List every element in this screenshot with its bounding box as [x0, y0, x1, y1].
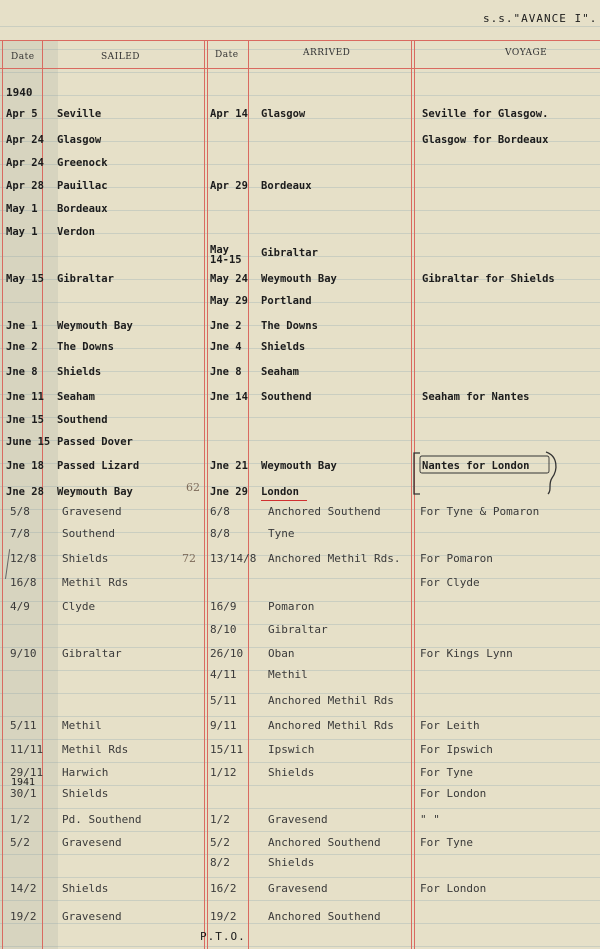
header-bottom-rule: [0, 68, 600, 69]
voyage-text: Seaham for Nantes: [422, 391, 530, 403]
arrived-date: 8/2: [210, 856, 230, 869]
london-underline: [261, 500, 307, 501]
column-rule-date2: [248, 40, 249, 949]
voyage-text: Glasgow for Bordeaux: [422, 134, 549, 146]
arrived-date: Jne 29: [210, 486, 248, 498]
arrived-place: Anchored Southend: [268, 836, 381, 849]
sailed-date: Jne 11: [6, 391, 44, 403]
sailed-date: May 1: [6, 226, 38, 238]
please-turn-over: P.T.O.: [200, 930, 246, 943]
arrived-date: 9/11: [210, 719, 237, 732]
arrived-place: Southend: [261, 391, 312, 403]
sailed-place: Greenock: [57, 157, 108, 169]
sailed-date: Apr 24: [6, 157, 44, 169]
arrived-date: Jne 2: [210, 320, 242, 332]
sailed-date: May 1: [6, 203, 38, 215]
sailed-date: June 15: [6, 436, 51, 448]
sailed-date: Jne 2: [6, 341, 38, 353]
sailed-date: 5/8: [10, 505, 30, 518]
arrived-place: Oban: [268, 647, 295, 660]
arrived-date: Apr 29: [210, 180, 248, 192]
arrived-place: Weymouth Bay: [261, 460, 337, 472]
sailed-place: Shields: [62, 552, 109, 565]
arrived-date: 16/9: [210, 600, 237, 613]
voyage-text: For Tyne: [420, 836, 473, 849]
voyage-text: For Tyne: [420, 766, 473, 779]
voyage-text: Nantes for London: [422, 460, 530, 472]
header-voyage: VOYAGE: [505, 48, 548, 58]
arrived-place: Methil: [268, 668, 308, 681]
sailed-date: 16/8: [10, 576, 37, 589]
voyage-text: For London: [420, 882, 487, 895]
sailed-place: Southend: [62, 527, 115, 540]
arrived-date: May 29: [210, 295, 248, 307]
sailed-place: Methil Rds: [62, 576, 129, 589]
sailed-date: 14/2: [10, 882, 37, 895]
arrived-date: 26/10: [210, 647, 244, 660]
arrived-place: Anchored Southend: [268, 910, 381, 923]
sailed-date: 7/8: [10, 527, 30, 540]
sailed-place: Pauillac: [57, 180, 108, 192]
arrived-place: Gibraltar: [261, 247, 318, 259]
sailed-place: Harwich: [62, 766, 109, 779]
arrived-date: 15/11: [210, 743, 244, 756]
sailed-place: Southend: [57, 414, 108, 426]
sailed-date: Jne 15: [6, 414, 44, 426]
voyage-text: For Clyde: [420, 576, 480, 589]
voyage-text: For London: [420, 787, 487, 800]
header-date-sailed: Date: [11, 52, 35, 62]
header-date-arrived: Date: [215, 50, 239, 60]
sailed-date: 9/10: [10, 647, 37, 660]
header-sailed: SAILED: [101, 52, 140, 62]
arrived-date: 8/8: [210, 527, 230, 540]
arrived-place: Glasgow: [261, 108, 306, 120]
arrived-place: Anchored Southend: [268, 505, 381, 518]
sailed-date: May 15: [6, 273, 44, 285]
sailed-place: The Downs: [57, 341, 114, 353]
sailed-place: Methil: [62, 719, 102, 732]
sailed-date: 11/11: [10, 743, 44, 756]
sailed-place: Weymouth Bay: [57, 320, 133, 332]
pencil-annotation-1: 62: [186, 481, 200, 494]
sailed-date: 1/2: [10, 813, 30, 826]
sailed-place: Gravesend: [62, 505, 122, 518]
arrived-date: May 14-15: [210, 244, 242, 266]
sailed-place: Gravesend: [62, 910, 122, 923]
sailed-place: Glasgow: [57, 134, 102, 146]
arrived-place: Anchored Methil Rds.: [268, 552, 401, 565]
handwritten-bracket: [406, 450, 566, 500]
arrived-date: 1/2: [210, 813, 230, 826]
sailed-place: Weymouth Bay: [57, 486, 133, 498]
sailed-date: 5/11: [10, 719, 37, 732]
voyage-text: For Tyne & Pomaron: [420, 505, 540, 518]
arrived-date: Jne 14: [210, 391, 248, 403]
arrived-place: Pomaron: [268, 600, 315, 613]
sailed-date: Jne 1: [6, 320, 38, 332]
arrived-place: Anchored Methil Rds: [268, 719, 394, 732]
sailed-date: Jne 18: [6, 460, 44, 472]
voyage-text: For Ipswich: [420, 743, 493, 756]
sailed-place: Seaham: [57, 391, 95, 403]
voyage-text: For Kings Lynn: [420, 647, 513, 660]
arrived-place: Bordeaux: [261, 180, 312, 192]
voyage-text: For Pomaron: [420, 552, 493, 565]
sailed-place: Shields: [57, 366, 102, 378]
arrived-place: Weymouth Bay: [261, 273, 337, 285]
arrived-date: 5/11: [210, 694, 237, 707]
voyage-text: " ": [420, 813, 440, 826]
sailed-place: Seville: [57, 108, 102, 120]
sailed-date: 12/8: [10, 552, 37, 565]
arrived-place: Tyne: [268, 527, 295, 540]
arrived-place: Shields: [268, 766, 315, 779]
arrived-place: Shields: [261, 341, 306, 353]
arrived-place: Gravesend: [268, 813, 328, 826]
arrived-date: Jne 21: [210, 460, 248, 472]
arrived-date: 13/14/8: [210, 552, 257, 565]
arrived-date: 16/2: [210, 882, 237, 895]
arrived-date: 1/12: [210, 766, 237, 779]
pencil-annotation-2: 72: [182, 552, 196, 565]
arrived-place: Anchored Methil Rds: [268, 694, 394, 707]
arrived-date: 6/8: [210, 505, 230, 518]
header-arrived: ARRIVED: [303, 48, 351, 58]
sailed-date: 4/9: [10, 600, 30, 613]
sailed-place: Verdon: [57, 226, 95, 238]
sailed-place: Gibraltar: [62, 647, 122, 660]
sailed-place: Passed Dover: [57, 436, 133, 448]
arrived-place: London: [261, 486, 299, 498]
sailed-place: Passed Lizard: [57, 460, 140, 472]
arrived-place: Shields: [268, 856, 315, 869]
arrived-place: Seaham: [261, 366, 299, 378]
sailed-place: Shields: [62, 882, 109, 895]
year-label: 1940: [6, 86, 33, 99]
arrived-place: Gibraltar: [268, 623, 328, 636]
voyage-text: For Leith: [420, 719, 480, 732]
arrived-place: Portland: [261, 295, 312, 307]
sailed-date: 19/2: [10, 910, 37, 923]
arrived-date: 4/11: [210, 668, 237, 681]
sailed-date: 30/1: [10, 787, 37, 800]
sailed-date: Jne 8: [6, 366, 38, 378]
sailed-place: Gibraltar: [57, 273, 114, 285]
sailed-place: Gravesend: [62, 836, 122, 849]
sailed-date: 5/2: [10, 836, 30, 849]
sailed-place: Bordeaux: [57, 203, 108, 215]
arrived-place: Ipswich: [268, 743, 315, 756]
arrived-place: Gravesend: [268, 882, 328, 895]
voyage-text: Seville for Glasgow.: [422, 108, 549, 120]
voyage-text: Gibraltar for Shields: [422, 273, 555, 285]
header-top-rule: [0, 40, 600, 41]
sailed-place: Shields: [62, 787, 109, 800]
sailed-date: Jne 28: [6, 486, 44, 498]
year-1941-label: 1941: [11, 777, 36, 788]
sailed-date: Apr 24: [6, 134, 44, 146]
sailed-place: Clyde: [62, 600, 96, 613]
arrived-date: May 24: [210, 273, 248, 285]
arrived-date: 8/10: [210, 623, 237, 636]
arrived-date: Jne 8: [210, 366, 242, 378]
column-rule-sailed: [204, 40, 205, 949]
sailed-date: 29/11: [10, 766, 44, 779]
sailed-place: Methil Rds: [62, 743, 129, 756]
arrived-date: 19/2: [210, 910, 237, 923]
arrived-date: 5/2: [210, 836, 230, 849]
sailed-date: Apr 28: [6, 180, 44, 192]
ship-name: s.s."AVANCE I".: [483, 12, 598, 25]
sailed-date: Apr 5: [6, 108, 38, 120]
arrived-date: Jne 4: [210, 341, 242, 353]
sailed-place: Pd. Southend: [62, 813, 142, 826]
arrived-place: The Downs: [261, 320, 318, 332]
arrived-date: Apr 14: [210, 108, 248, 120]
column-rule-left: [2, 40, 3, 949]
